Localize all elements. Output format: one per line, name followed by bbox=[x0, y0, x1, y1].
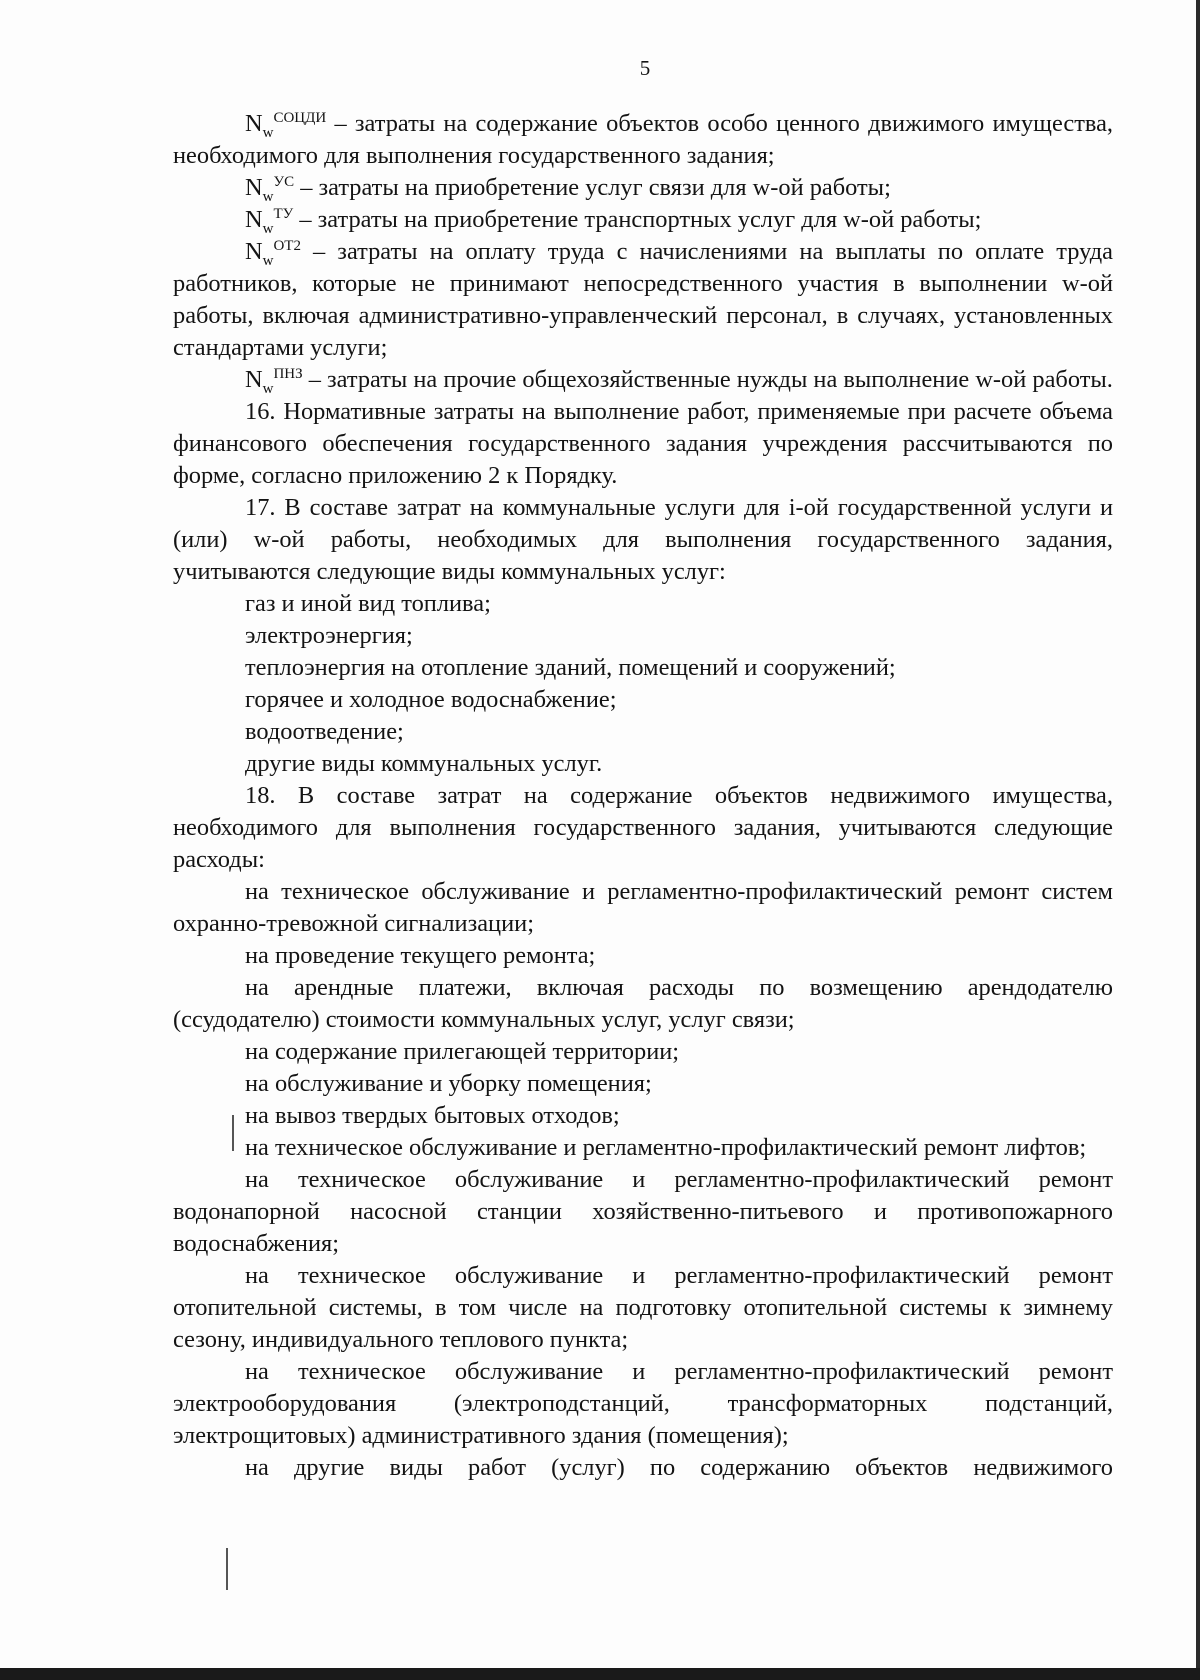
paragraph-text: на техническое обслуживание и регламентно-профилактический ремонт водонапорной насосной станции хозяйственно-питьевого и противопожарного водоснабжения; bbox=[173, 1166, 1113, 1257]
paragraph bbox=[173, 236, 1113, 364]
formula-symbol: N bbox=[245, 174, 263, 201]
formula-symbol: N bbox=[245, 238, 263, 265]
paragraph-text: на обслуживание и уборку помещения; bbox=[245, 1070, 652, 1097]
formula-superscript: СОЦДИ bbox=[273, 109, 327, 126]
paragraph bbox=[173, 876, 1113, 940]
paragraph bbox=[173, 1452, 1113, 1484]
paragraph-text: на другие виды работ (услуг) по содержанию объектов недвижимого bbox=[245, 1454, 1113, 1481]
paragraph bbox=[173, 716, 1113, 748]
paragraph-text: – затраты на приобретение услуг связи для w-ой работы; bbox=[294, 174, 891, 201]
formula-symbol: N bbox=[245, 366, 263, 393]
document-body bbox=[173, 108, 1113, 1484]
paragraph bbox=[173, 108, 1113, 172]
paragraph bbox=[173, 748, 1113, 780]
paragraph bbox=[173, 620, 1113, 652]
page-number: 5 bbox=[639, 56, 651, 80]
formula-superscript: УС bbox=[273, 173, 295, 190]
paragraph-text: 17. В составе затрат на коммунальные услуги для i-ой государственной услуги и (или) w-ой работы, необходимых для выполнения государственного задания, учитываются следующие виды коммунальных услуг: bbox=[173, 494, 1113, 585]
paragraph-text: газ и иной вид топлива; bbox=[245, 590, 491, 617]
paragraph bbox=[173, 940, 1113, 972]
paragraph-text: на техническое обслуживание и регламентно-профилактический ремонт электрооборудования (электроподстанций, трансформаторных подстанций, электрощитовых) административного здания (помещения); bbox=[173, 1358, 1113, 1449]
paragraph-text: на содержание прилегающей территории; bbox=[245, 1038, 680, 1065]
formula-symbol: N bbox=[245, 110, 263, 137]
formula-subscript: w bbox=[262, 124, 274, 141]
paragraph-text: на техническое обслуживание и регламентно-профилактический ремонт лифтов; bbox=[245, 1134, 1087, 1161]
paragraph bbox=[173, 1100, 1113, 1132]
paragraph bbox=[173, 972, 1113, 1036]
paragraph-text: теплоэнергия на отопление зданий, помещений и сооружений; bbox=[245, 654, 896, 681]
scan-border-bottom bbox=[0, 1668, 1200, 1680]
paragraph-text: – затраты на содержание объектов особо ценного движимого имущества, необходимого для выполнения государственного задания; bbox=[173, 110, 1113, 169]
paragraph-text: – затраты на приобретение транспортных услуг для w-ой работы; bbox=[293, 206, 982, 233]
paragraph-text: на арендные платежи, включая расходы по возмещению арендодателю (ссудодателю) стоимости коммунальных услуг, услуг связи; bbox=[173, 974, 1113, 1033]
paragraph bbox=[173, 1260, 1113, 1356]
scan-border-right bbox=[1196, 0, 1200, 1680]
paragraph bbox=[173, 1356, 1113, 1452]
paragraph bbox=[173, 492, 1113, 588]
paragraph bbox=[173, 204, 1113, 236]
paragraph bbox=[173, 172, 1113, 204]
paragraph-text: на техническое обслуживание и регламентно-профилактический ремонт отопительной системы, в том числе на подготовку отопительной системы к зимнему сезону, индивидуального теплового пункта; bbox=[173, 1262, 1113, 1353]
paragraph-text: – затраты на прочие общехозяйственные нужды на выполнение w-ой работы. bbox=[302, 366, 1113, 393]
scan-mark bbox=[232, 1115, 234, 1151]
paragraph-text: 16. Нормативные затраты на выполнение работ, применяемые при расчете объема финансового обеспечения государственного задания учреждения рассчитываются по форме, согласно приложению 2 к Порядку. bbox=[173, 398, 1113, 489]
paragraph bbox=[173, 1068, 1113, 1100]
paragraph-text: на техническое обслуживание и регламентно-профилактический ремонт систем охранно-тревожной сигнализации; bbox=[173, 878, 1113, 937]
formula-symbol: N bbox=[245, 206, 263, 233]
paragraph-text: горячее и холодное водоснабжение; bbox=[245, 686, 617, 713]
paragraph-text: 18. В составе затрат на содержание объектов недвижимого имущества, необходимого для выполнения государственного задания, учитываются следующие расходы: bbox=[173, 782, 1113, 873]
formula-superscript: ТУ bbox=[273, 205, 294, 222]
paragraph-text: водоотведение; bbox=[245, 718, 404, 745]
scan-mark bbox=[226, 1548, 228, 1590]
formula-subscript: w bbox=[262, 252, 274, 269]
paragraph bbox=[173, 1164, 1113, 1260]
paragraph bbox=[173, 396, 1113, 492]
paragraph bbox=[173, 684, 1113, 716]
paragraph bbox=[173, 364, 1113, 396]
paragraph bbox=[173, 780, 1113, 876]
formula-superscript: ПНЗ bbox=[273, 365, 303, 382]
paragraph-text: на вывоз твердых бытовых отходов; bbox=[245, 1102, 620, 1129]
formula-subscript: w bbox=[262, 220, 274, 237]
paragraph-text: на проведение текущего ремонта; bbox=[245, 942, 596, 969]
paragraph-text: – затраты на оплату труда с начислениями на выплаты по оплате труда работников, которые не принимают непосредственного участия в выполнении w-ой работы, включая административно-управленческий персонал, в случаях, установленных стандартами услуги; bbox=[173, 238, 1113, 361]
paragraph bbox=[173, 588, 1113, 620]
paragraph-text: другие виды коммунальных услуг. bbox=[245, 750, 603, 777]
formula-subscript: w bbox=[262, 188, 274, 205]
formula-subscript: w bbox=[262, 380, 274, 397]
paragraph bbox=[173, 1132, 1113, 1164]
paragraph-text: электроэнергия; bbox=[245, 622, 413, 649]
paragraph bbox=[173, 652, 1113, 684]
formula-superscript: ОТ2 bbox=[273, 237, 301, 254]
paragraph bbox=[173, 1036, 1113, 1068]
